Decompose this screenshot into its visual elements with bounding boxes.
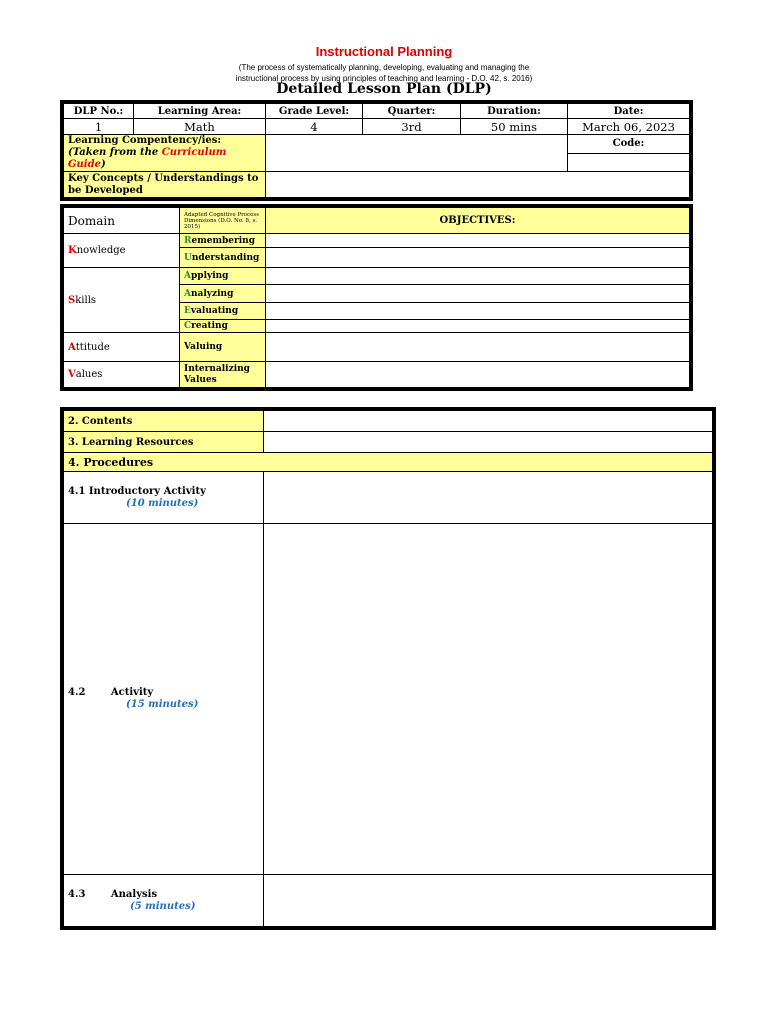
activity-time: (15 minutes) [126,699,199,710]
quarter-value: 3rd [363,119,461,135]
applying-rest: pplying [190,271,229,281]
activity-field[interactable] [264,524,713,875]
learning-resources-field[interactable] [264,432,713,453]
analyzing-initial: A [184,288,191,299]
knowledge-rest: nowledge [76,245,126,256]
evaluating-rest: valuating [190,306,239,316]
subtitle-line-2: instructional process by using principles of teaching and learning - D.O. 42, s. 2016) [235,74,533,83]
skills-initial: S [68,294,76,306]
analysis-label [64,875,264,927]
learning-resources-label: 3. Learning Resources [64,432,264,453]
taken-from-suffix: ) [100,159,106,170]
page-heading: Instructional Planning [315,44,453,59]
procedures-heading: 4. Procedures [64,453,713,472]
knowledge-domain [64,234,180,268]
code-field[interactable] [568,153,690,172]
remembering-rest: emembering [191,235,255,246]
attitude-domain [64,333,180,362]
creating-objective-field[interactable] [266,320,690,333]
procedures-table [63,410,713,927]
internalizing-objective-field[interactable] [266,362,690,388]
attitude-rest: ttitude [75,341,110,353]
objectives-header: OBJECTIVES: [266,208,690,234]
grade-level-value: 4 [266,119,363,135]
analysis-text: Analysis [110,888,158,900]
learning-area-label: Learning Area: [134,104,266,119]
key-concepts-label: Key Concepts / Understandings to be Developed [64,172,266,198]
analyzing-objective-field[interactable] [266,285,690,303]
introductory-activity-field[interactable] [264,472,713,524]
remembering-initial: R [184,235,192,246]
duration-value: 50 mins [461,119,568,135]
date-label: Date: [568,104,690,119]
remembering-objective-field[interactable] [266,234,690,248]
adapted-dimensions-header: Adapted Cognitive Process Dimensions (D.O. No. 8, s. 2015) [180,208,266,234]
understanding-objective-field[interactable] [266,248,690,268]
understanding-initial: U [184,252,192,263]
skills-rest: kills [75,294,97,306]
valuing-label: Valuing [180,333,266,362]
domain-header: Domain [64,208,180,234]
dlp-no-value: 1 [64,119,134,135]
activity-number: 4.2 [68,687,86,698]
skills-domain [64,268,180,333]
introductory-activity-time: (10 minutes) [126,497,199,509]
document-title: Detailed Lesson Plan (DLP) [276,81,492,97]
knowledge-initial: K [68,245,77,256]
contents-label: 2. Contents [64,411,264,432]
activity-text: Activity [110,687,154,698]
creating-initial: C [184,321,192,331]
contents-field[interactable] [264,411,713,432]
evaluating-label [180,303,266,320]
objectives-table [63,207,690,388]
learning-competency-label [64,135,266,172]
introductory-activity-label [64,472,264,524]
key-concepts-field[interactable] [266,172,690,198]
values-initial: V [68,369,76,380]
grade-level-label: Grade Level: [266,104,363,119]
lesson-info-table [63,103,690,198]
remembering-label [180,234,266,248]
applying-label [180,268,266,285]
evaluating-objective-field[interactable] [266,303,690,320]
understanding-rest: nderstanding [191,252,260,263]
values-domain [64,362,180,388]
taken-from-prefix: (Taken from the [68,147,162,158]
introductory-activity-text: 4.1 Introductory Activity [68,485,206,497]
competency-heading: Learning Compentency/ies: [68,135,222,146]
activity-label [64,524,264,875]
creating-rest: reating [191,321,228,331]
duration-label: Duration: [461,104,568,119]
code-label: Code: [568,135,690,154]
internalizing-values-label: Internalizing Values [180,362,266,388]
analysis-field[interactable] [264,875,713,927]
values-rest: alues [75,369,103,380]
learning-competency-field[interactable] [266,135,568,172]
analyzing-rest: nalyzing [190,288,234,299]
quarter-label: Quarter: [363,104,461,119]
subtitle-line-1: (The process of systematically planning, developing, evaluating and managing the [238,63,530,72]
dlp-no-label: DLP No.: [64,104,134,119]
attitude-initial: A [68,341,76,353]
curriculum-guide-link-text: Curriculum Guide [68,147,227,170]
evaluating-initial: E [184,306,191,316]
valuing-objective-field[interactable] [266,333,690,362]
analysis-number: 4.3 [68,888,86,900]
learning-area-value: Math [134,119,266,135]
creating-label [180,320,266,333]
applying-objective-field[interactable] [266,268,690,285]
analysis-time: (5 minutes) [130,900,196,912]
applying-initial: A [184,271,191,281]
understanding-label [180,248,266,268]
analyzing-label [180,285,266,303]
date-value: March 06, 2023 [568,119,690,135]
